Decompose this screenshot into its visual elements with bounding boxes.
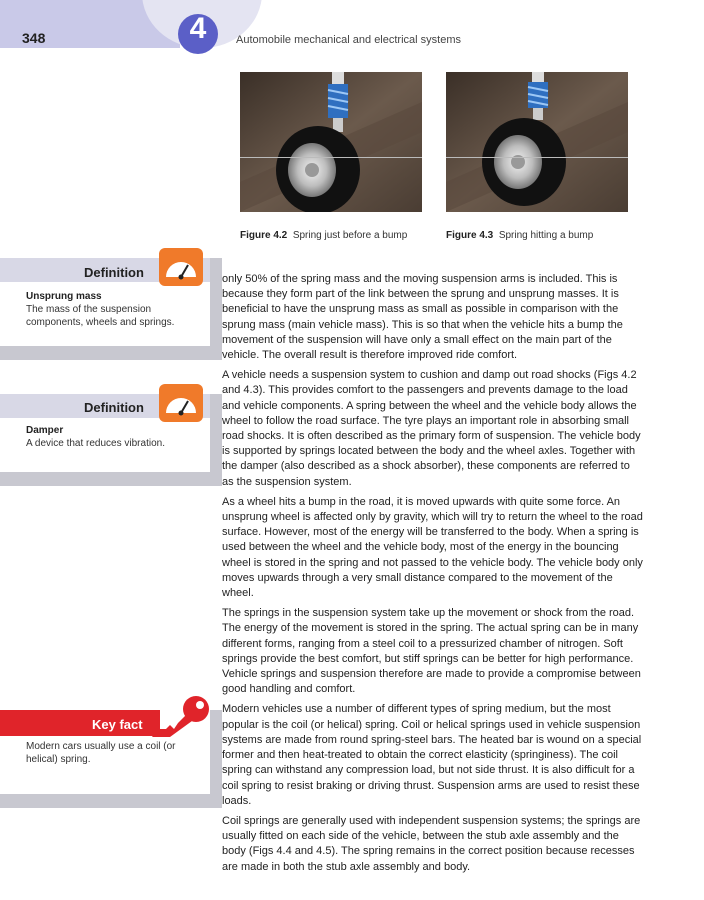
definition-body-2 <box>26 424 201 450</box>
figure-4-2-label: Figure 4.2 <box>240 230 288 241</box>
key-fact-body: Modern cars usually use a coil (or helical) spring. <box>26 741 176 765</box>
paragraph: A vehicle needs a suspension system to cushion and damp out road shocks (Figs 4.2 and 4.3). This provides comfort to the passengers and prevents damage to the load and vehicle components. A spring between the wheel and the vehicle body allows the wheel to follow the road surface. The tyre plays an important role in absorbing small road shocks. It is often described as the primary form of suspension. The vehicle body is supported by springs located between the body and the wheel axles. Together with the damper (also described as a shock absorber), these components are referred to as the suspension system. <box>222 369 641 488</box>
figure-4-2-text: Spring just before a bump <box>292 230 408 241</box>
figure-4-2 <box>240 72 422 212</box>
definition-body-1 <box>26 290 201 329</box>
key-fact-title: Key fact <box>92 717 143 732</box>
figure-4-2-image <box>240 72 422 212</box>
figure-4-3 <box>446 72 628 212</box>
figure-4-3-text: Spring hitting a bump <box>498 230 594 241</box>
main-text <box>222 272 644 880</box>
definition-title-1: Definition <box>84 265 144 280</box>
paragraph: Coil springs are generally used with independent suspension systems; the springs are usually fitted on each side of the vehicle, between the stub axle assembly and the body (Figs 4.4 and 4.5). The spring remains in the correct position because recesses are made in both the stub axle assembly and body. <box>222 814 641 873</box>
gauge-icon <box>158 247 204 287</box>
paragraph: As a wheel hits a bump in the road, it is moved upwards with quite some force. An unsprung wheel is affected only by gravity, which will try to return the wheel to the road surface. However, most of the energy will be transferred to the body. When a spring is used between the wheel and the vehicle body, most of the energy in the bouncing wheel is stored in the spring and not passed to the vehicle body. The vehicle body only moves upwards through a very small distance compared to the movement of the wheel. <box>222 495 643 600</box>
figure-4-2-rule <box>240 157 422 158</box>
paragraph: only 50% of the spring mass and the moving suspension arms is included. This is because they form part of the link between the sprung and unsprung masses. It is beneficial to have the unsprung mass as small as possible in comparison with the sprung mass (main vehicle mass). This is so that when the vehicle hits a bump the movement of the suspension will have only a small effect on the main part of the vehicle. The overall result is therefore improved ride comfort. <box>222 273 623 362</box>
figure-4-2-caption <box>240 230 407 241</box>
figure-4-3-caption <box>446 230 593 241</box>
figure-4-3-label: Figure 4.3 <box>446 230 494 241</box>
chapter-number: 4 <box>189 12 207 45</box>
definition-title-2: Definition <box>84 400 144 415</box>
definition-term-2: Damper <box>26 425 64 436</box>
running-head: Automobile mechanical and electrical systems <box>236 34 461 46</box>
definition-term-1: Unsprung mass <box>26 291 102 302</box>
paragraph: The springs in the suspension system take up the movement or shock from the road. The energy of the movement is stored in the spring. The actual spring can be in many different forms, ranging from a steel coil to a pressurized chamber of nitrogen. Soft springs provide the best comfort, but stiff springs can be better for high performance. Vehicle springs and suspension therefore are made to provide a compromise between good handling and comfort. <box>222 607 641 696</box>
key-icon <box>152 693 212 737</box>
gauge-icon <box>158 383 204 423</box>
definition-text-1: The mass of the suspension components, wheels and springs. <box>26 304 175 328</box>
page-number: 348 <box>22 30 46 46</box>
definition-text-2: A device that reduces vibration. <box>26 438 165 449</box>
figure-4-3-rule <box>446 157 628 158</box>
paragraph: Modern vehicles use a number of different types of spring medium, but the most popular is the coil (or helical) spring. Coil or helical springs used in vehicle suspension systems are made from round spring-steel bars. The heated bar is wound on a special former and then heat-treated to obtain the correct elasticity (springiness). The coil spring can withstand any compression load, but not side thrust. It is also difficult for a coil spring to resist braking or driving thrust. Suspension arms are used to resist these loads. <box>222 703 642 807</box>
figure-4-3-image <box>446 72 628 212</box>
